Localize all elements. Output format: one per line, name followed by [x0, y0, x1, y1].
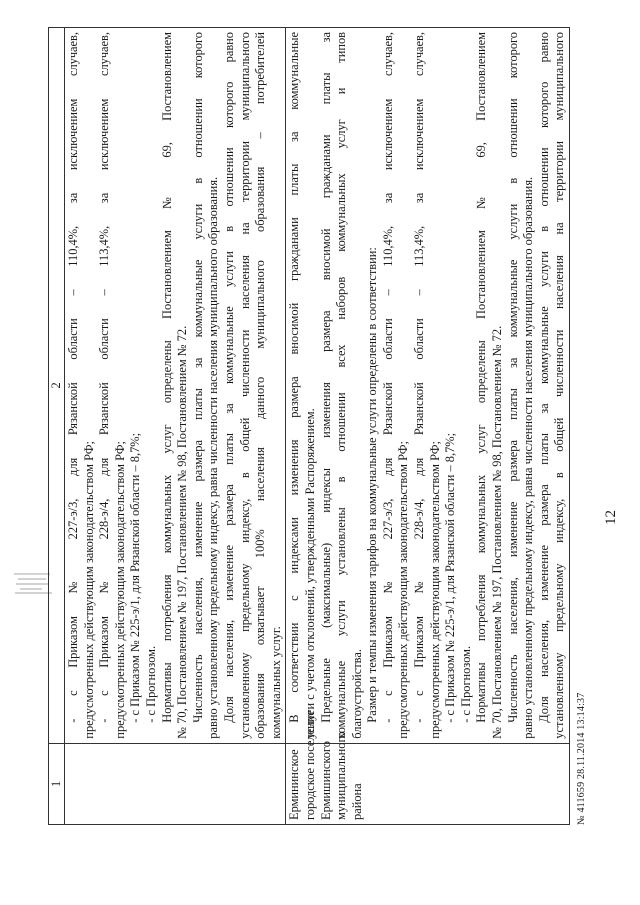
document-footer-id: № 411659 28.11.2014 13:14:37 — [576, 692, 587, 825]
text-line: предусмотренных действующим законодательством РФ; — [396, 441, 411, 739]
text-line: Доля населения, изменение размера платы за коммунальные услуги в отношении которого равно — [221, 32, 236, 723]
text-line: Доля населения, изменение размера платы за коммунальные услуги в отношении которого равно — [536, 32, 551, 723]
text-line: Предельные (максимальные) индексы изменения размера вносимой гражданами платы за — [318, 32, 333, 723]
table-header-row — [49, 28, 65, 825]
municipality-cell — [286, 710, 570, 824]
header-cell-1: 1 — [49, 743, 65, 824]
text-line: - с Приказом № 225-э/1, для Рязанской области – 8,7%; — [443, 432, 458, 723]
text-line: В соответствии с индексами изменения размера вносимой гражданами платы за коммунальные — [287, 32, 302, 723]
text-line: - с Приказом № 227-э/3, для Рязанской области – 110,4%, за исключением случаев, — [66, 32, 80, 723]
municipality-name-line: района — [349, 783, 364, 820]
text-line: - с Приказом № 225-э/1, для Рязанской области – 8,7%; — [128, 432, 143, 723]
text-line: услуги с учетом отклонений, утвержденными Распоряжением. — [302, 408, 317, 739]
text-line: равно установленному предельному индексу, равна численности населения муниципального образования. — [521, 176, 536, 739]
text-line: установленному предельному индексу, в общей численности населения на территории муниципального — [237, 32, 252, 739]
municipality-name-line: Ермишинского — [318, 741, 333, 820]
text-line: предусмотренных действующим законодательством РФ; — [81, 441, 96, 739]
text-line: образования охватывает 100% населения данного муниципального образования – потребителей — [253, 32, 268, 739]
municipality-cell — [65, 743, 286, 824]
text-line: - с Прогнозом. — [458, 645, 473, 723]
text-line: благоустройства. — [349, 649, 364, 739]
tariff-description-cell — [286, 28, 570, 744]
text-line: Численность населения, изменение размера платы за коммунальные услуги в отношении которого — [505, 32, 520, 723]
municipality-name-line: муниципального — [334, 731, 349, 820]
text-line: Численность населения, изменение размера платы за коммунальные услуги в отношении которого — [190, 32, 205, 723]
header-cell-2: 2 — [49, 28, 65, 744]
text-line: - с Приказом № 227-э/3, для Рязанской области – 110,4%, за исключением случаев, — [380, 32, 395, 723]
table-row — [65, 28, 286, 825]
text-line: - с Приказом № 228-э/4, для Рязанской области – 113,4%, за исключением случаев, — [97, 32, 112, 723]
text-line: Размер и темпы изменения тарифов на коммунальные услуги определены в соответствии: — [365, 247, 380, 723]
text-line: коммунальные услуги установлены в отношении всех наборов коммунальных услуг и типов — [334, 32, 349, 739]
text-line: № 70, Постановлением № 197, Постановлением № 98, Постановлением № 72. — [490, 325, 505, 739]
table-row — [286, 28, 570, 825]
text-line: - с Приказом № 228-э/4, для Рязанской области – 113,4%, за исключением случаев, — [412, 32, 427, 723]
page-number: 12 — [603, 510, 619, 525]
text-line: предусмотренных действующим законодательством РФ; — [112, 441, 127, 739]
utility-tariff-table — [48, 27, 570, 825]
text-line: - с Прогнозом. — [143, 645, 158, 723]
municipality-name-line: Ермининское — [287, 749, 302, 820]
text-line: коммунальных услуг. — [268, 626, 283, 739]
text-line: предусмотренных действующим законодательством РФ; — [427, 441, 442, 739]
text-line: № 70, Постановлением № 197, Постановлением № 98, Постановлением № 72. — [175, 325, 190, 739]
text-line: равно установленному предельному индексу, равна численности населения муниципального образования. — [206, 176, 221, 739]
text-line: Нормативы потребления коммунальных услуг определены Постановлением № 69, Постановлением — [159, 32, 174, 723]
text-line: установленному предельному индексу, в общей численности населения на территории муниципального — [552, 32, 567, 739]
municipality-name-line: городское поселение — [302, 710, 317, 820]
tariff-description-cell — [65, 28, 286, 744]
text-line: Нормативы потребления коммунальных услуг определены Постановлением № 69, Постановлением — [474, 32, 489, 723]
